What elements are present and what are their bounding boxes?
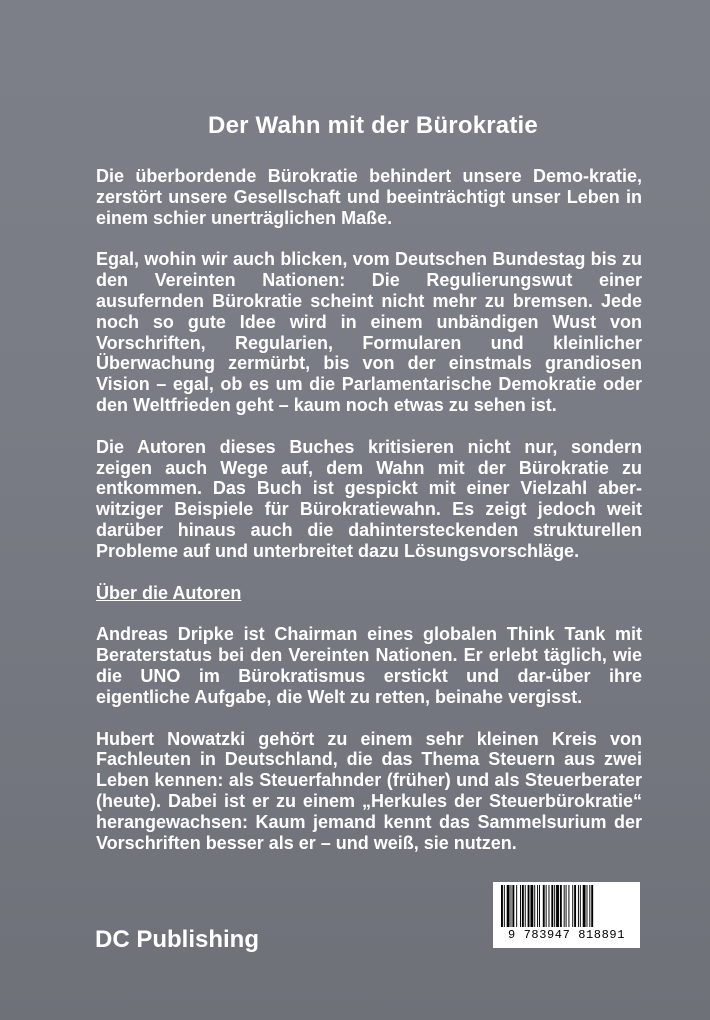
barcode-bar	[543, 885, 545, 927]
barcode-bar	[530, 885, 533, 927]
barcode-bar	[572, 885, 573, 927]
barcode-bar	[507, 885, 510, 927]
barcode-bar	[525, 885, 526, 927]
barcode-bar	[501, 885, 503, 927]
barcode-bar	[522, 885, 524, 927]
book-title: Der Wahn mit der Bürokratie	[208, 112, 538, 139]
barcode-bar	[583, 885, 586, 927]
barcode-bar	[580, 885, 581, 927]
barcode-bar	[528, 885, 530, 927]
intro-paragraph: Die überbordende Bürokratie behindert unsere Demo-kratie, zerstört unsere Gesellschaft und beeinträchtigt unser Leben in einem schier unerträglichen Maße.	[96, 166, 642, 228]
barcode-bar	[566, 885, 567, 927]
barcode-bar	[539, 885, 540, 927]
barcode-bar	[549, 885, 550, 927]
barcode-bar	[516, 885, 517, 927]
barcode-bar	[556, 885, 559, 927]
body-paragraph: Egal, wohin wir auch blicken, vom Deutschen Bundestag bis zu den Vereinten Nationen: Die Regulierungswut einer ausufernden Bürokratie scheint nicht mehr zu bremsen. Jede noch so gute Idee wird in einem unbändigen Wust von Vorschriften, Regularien, Formularen und kleinlicher Überwachung zermürbt, bis von der einstmals grandiosen Vision – egal, ob es um die Parlamentarische Demokratie oder den Weltfrieden geht – kaum noch etwas zu sehen ist.	[96, 249, 642, 415]
barcode-bar	[578, 885, 579, 927]
author-bio-nowatzki: Hubert Nowatzki gehört zu einem sehr kleinen Kreis von Fachleuten in Deutschland, die das Thema Steuern aus zwei Leben kennen: als Steuerfahnder (früher) und als Steuerberater (heute). Dabei ist er zu einem „Herkules der Steuerbürokratie“ herangewachsen: Kaum jemand kennt das Sammelsurium der Vorschriften besser als er – und weiß, sie nutzen.	[96, 728, 642, 853]
barcode-bar	[512, 885, 514, 927]
barcode-bar	[504, 885, 505, 927]
barcode-bar	[564, 885, 565, 927]
barcode-bar	[591, 885, 593, 927]
barcode-bar	[551, 885, 553, 927]
barcode-bar	[546, 885, 547, 927]
barcode-bar	[574, 885, 576, 927]
author-bio-dripke: Andreas Dripke ist Chairman eines globalen Think Tank mit Beraterstatus bei den Vereinten Nationen. Er erlebt täglich, wie die UNO im Bürokratismus erstickt und dar-über ihre eigentliche Aufgabe, die Welt zu retten, beinahe vergisst.	[96, 624, 642, 707]
barcode-bar	[511, 885, 512, 927]
barcode-bar	[554, 885, 555, 927]
barcode-bar	[534, 885, 535, 927]
publisher-name: DC Publishing	[95, 926, 259, 953]
barcode-bar	[520, 885, 521, 927]
barcode-bar	[568, 885, 569, 927]
barcode-bar	[587, 885, 588, 927]
body-paragraph: Die Autoren dieses Buches kritisieren nicht nur, sondern zeigen auch Wege auf, dem Wahn mit der Bürokratie zu entkommen. Das Buch ist gespickt mit einer Vielzahl aber-witziger Beispiele für Bürokratiewahn. Es zeigt jedoch weit darüber hinaus auch die dahintersteckenden strukturellen Probleme auf und unterbreitet dazu Lösungsvorschläge.	[96, 436, 642, 561]
authors-heading: Über die Autoren	[96, 582, 242, 603]
barcode-bar	[537, 885, 538, 927]
barcode-bar	[589, 885, 590, 927]
barcode-bar	[560, 885, 562, 927]
barcode-number: 9 783947 818891	[507, 928, 626, 942]
isbn-barcode	[493, 882, 640, 948]
back-cover-text	[96, 112, 642, 874]
